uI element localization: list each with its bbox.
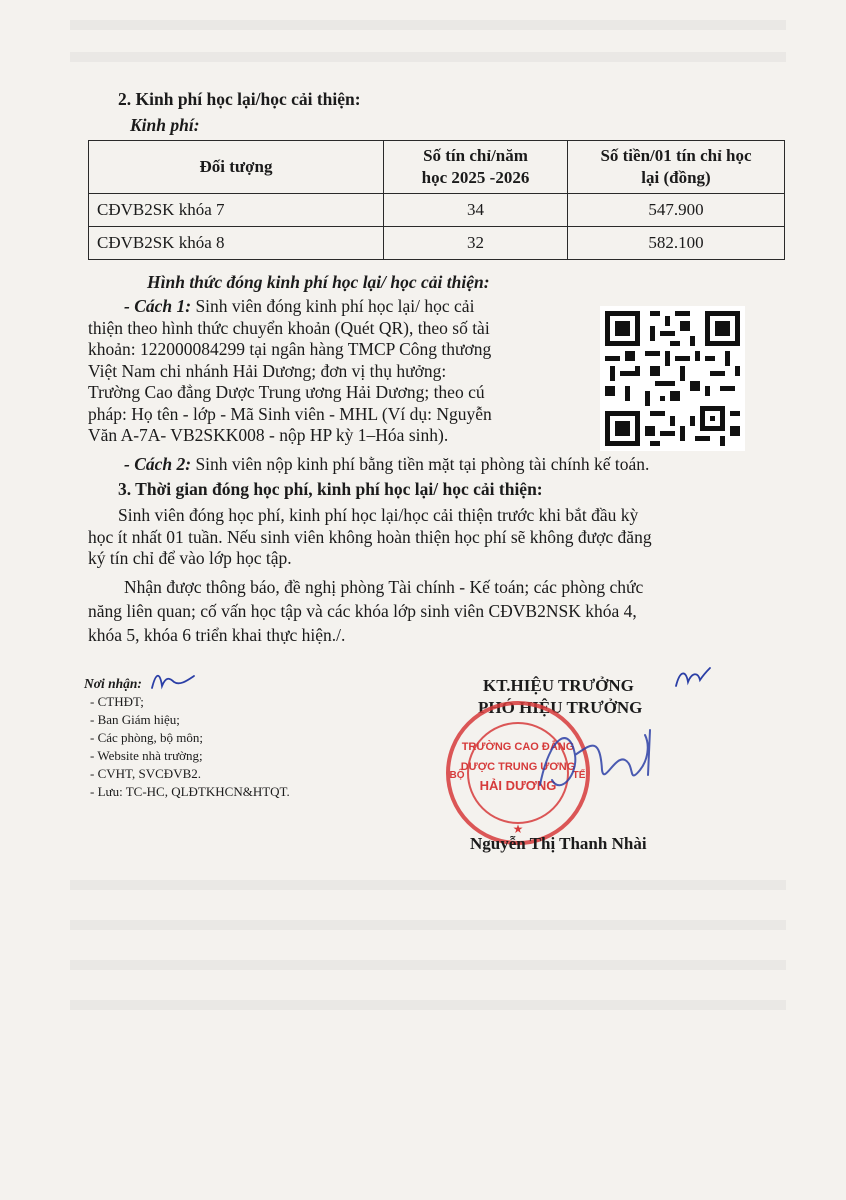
qr-code-icon[interactable] [600, 306, 745, 451]
payment-method-1 [88, 296, 568, 447]
section-3-heading: 3. Thời gian đóng học phí, kinh phí học lại/ học cải thiện: [118, 479, 543, 499]
text-line: Nhận được thông báo, đề nghị phòng Tài chính - Kế toán; các phòng chức [124, 577, 644, 597]
initial-mark-icon [672, 664, 712, 692]
list-item: - Các phòng, bộ môn; [90, 729, 290, 747]
text-line: thiện theo hình thức chuyển khoản (Quét QR), theo số tài [88, 317, 490, 338]
cell-credits: 34 [384, 194, 568, 227]
text-line: khóa 5, khóa 6 triển khai thực hiện./. [88, 625, 346, 645]
header-line: học 2025 -2026 [421, 168, 530, 187]
text-line: Sinh viên nộp kinh phí bằng tiền mặt tại phòng tài chính kế toán. [195, 454, 650, 474]
table-header-row [89, 141, 785, 194]
fee-table [88, 140, 785, 260]
text-line: Văn A-7A- VB2SKK008 - nộp HP kỳ 1–Hóa sinh). [88, 425, 449, 445]
text-line [88, 454, 778, 476]
show-through [70, 880, 786, 890]
signature-title-2: PHÓ HIỆU TRƯỞNG [478, 698, 643, 717]
section-2-heading: 2. Kinh phí học lại/học cải thiện: [118, 89, 361, 109]
text-line [88, 296, 568, 318]
text-line: Việt Nam chi nhánh Hải Dương; đơn vị thụ hưởng: [88, 360, 447, 381]
cell-amount: 547.900 [568, 194, 785, 227]
stamp-text-right: TẾ [572, 770, 586, 781]
section-3-text [88, 505, 768, 570]
recipients-title: Nơi nhận: [84, 676, 142, 691]
list-item: - CTHĐT; [90, 693, 290, 711]
header-line: Số tiền/01 tín chỉ học [600, 146, 752, 165]
header-line: Số tín chỉ/năm [423, 146, 528, 165]
table-header-credits [384, 141, 568, 194]
text-line: năng liên quan; cố vấn học tập và các khóa lớp sinh viên CĐVB2NSK khóa 4, [88, 601, 637, 621]
list-item: - Website nhà trường; [90, 747, 290, 765]
text-line: Sinh viên đóng học phí, kinh phí học lại/học cải thiện trước khi bắt đầu kỳ [118, 505, 639, 525]
stamp-text-bottom: HẢI DƯƠNG [479, 778, 557, 793]
recipients-list [84, 693, 290, 801]
show-through [70, 1000, 786, 1010]
table-header-amount [568, 141, 785, 194]
cell-target: CĐVB2SK khóa 8 [89, 227, 384, 260]
signature-title-1: KT.HIỆU TRƯỞNG [483, 676, 634, 695]
show-through [70, 920, 786, 930]
list-item: - Ban Giám hiệu; [90, 711, 290, 729]
text-line: Trường Cao đẳng Dược Trung ương Hải Dương; theo cú [88, 382, 485, 402]
show-through [70, 52, 786, 62]
stamp-text-mid: DƯỢC TRUNG ƯƠNG [460, 761, 576, 773]
cell-amount: 582.100 [568, 227, 785, 260]
text-line: ký tín chỉ để vào lớp học tập. [88, 548, 292, 568]
text-line: khoản: 122000084299 tại ngân hàng TMCP Công thương [88, 339, 492, 359]
method-1-label: - Cách 1: [124, 296, 192, 316]
show-through [70, 960, 786, 970]
cell-credits: 32 [384, 227, 568, 260]
table-row [89, 194, 785, 227]
list-item: - CVHT, SVCĐVB2. [90, 765, 290, 783]
stamp-star-icon: ★ [512, 822, 524, 836]
table-row [89, 227, 785, 260]
list-item: - Lưu: TC-HC, QLĐTKHCN&HTQT. [90, 783, 290, 801]
stamp-text-top: TRƯỜNG CAO ĐẲNG [461, 741, 575, 753]
method-2-label: - Cách 2: [124, 454, 192, 474]
cell-target: CĐVB2SK khóa 7 [89, 194, 384, 227]
fee-label: Kinh phí: [130, 115, 200, 135]
show-through [70, 20, 786, 30]
initial-mark-icon [148, 668, 196, 694]
handwritten-signature-icon [530, 715, 680, 810]
closing-text [88, 575, 768, 647]
signer-name: Nguyễn Thị Thanh Nhài [470, 834, 647, 853]
header-line: lại (đồng) [641, 168, 711, 187]
stamp-text-left: BỘ [449, 770, 465, 781]
text-line: Sinh viên đóng kinh phí học lại/ học cải [195, 296, 475, 316]
text-line: học ít nhất 01 tuần. Nếu sinh viên không hoàn thiện học phí sẽ không được đăng [88, 526, 652, 547]
text-line: pháp: Họ tên - lớp - Mã Sinh viên - MHL (Ví dụ: Nguyễn [88, 403, 492, 424]
table-header-target: Đối tượng [89, 141, 384, 194]
payment-method-2 [88, 454, 778, 476]
payment-heading: Hình thức đóng kinh phí học lại/ học cải thiện: [147, 272, 490, 292]
